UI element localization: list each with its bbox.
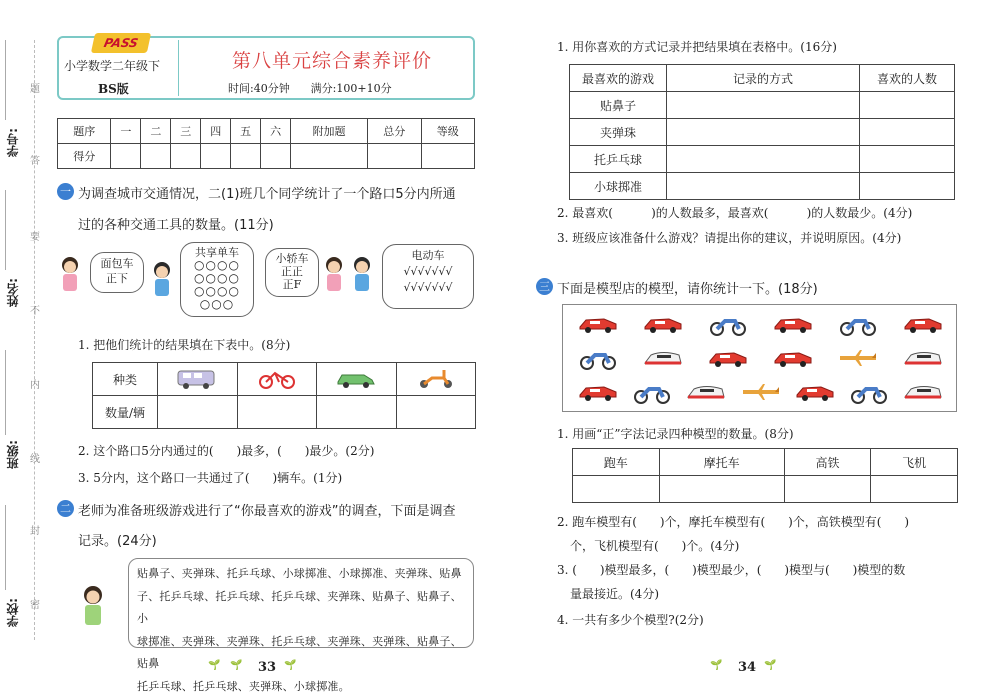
section-1-q1: 1. 把他们统计的结果填在下表中。(8分) — [78, 336, 290, 353]
answer-cell[interactable] — [158, 396, 238, 429]
seal-char: 线 — [30, 450, 40, 465]
van-icon — [175, 366, 219, 390]
car-cell — [317, 363, 397, 396]
scooter-icon — [414, 366, 458, 390]
section-2-q1: 1. 用你喜欢的方式记录并把结果填在表格中。(16分) — [557, 38, 837, 55]
score-cell[interactable] — [231, 144, 261, 169]
plane-model-icon — [838, 347, 878, 372]
section-3-q2: 个，飞机模型有( )个。(4分) — [570, 537, 739, 554]
section-1-q3: 3. 5分内，这个路口一共通过了( )辆车。(1分) — [78, 469, 342, 486]
page-number-right: 34 — [738, 660, 756, 675]
score-cell[interactable] — [111, 144, 141, 169]
bubble-bike-marks: ○○○○ ○○○○ ○○○○ ○○○ — [192, 259, 242, 311]
header-divider — [178, 40, 179, 96]
car-model-icon — [795, 381, 835, 406]
tally-line: 贴鼻子、夹弹珠、托乒乓球、小球掷准、小球掷准、夹弹珠、贴鼻 — [137, 563, 465, 586]
score-header: 三 — [171, 119, 201, 144]
dashed-seal-line — [34, 40, 35, 640]
section-3-q2: 2. 跑车模型有( )个，摩托车模型有( )个，高铁模型有( ) — [557, 513, 909, 530]
answer-cell[interactable] — [317, 396, 397, 429]
car-icon — [334, 366, 378, 390]
section-2-q2: 2. 最喜欢( )的人数最多，最喜欢( )的人数最少。(4分) — [557, 204, 912, 221]
class-label: 班级: — [4, 440, 21, 469]
score-header: 等级 — [421, 119, 474, 144]
bike-cell — [237, 363, 317, 396]
tally-cell[interactable] — [784, 476, 871, 503]
teacher-illustration — [78, 585, 108, 630]
school-label: 学校: — [4, 598, 21, 627]
moto-model-icon — [578, 347, 618, 374]
tally-record-box — [128, 558, 474, 648]
bubble-car-tally: 正F — [266, 278, 318, 291]
bike-icon — [255, 366, 299, 390]
record-cell[interactable] — [667, 92, 860, 119]
seal-char: 内 — [30, 376, 40, 391]
bubble-bus-tally: 正下 — [91, 271, 143, 286]
name-label: 姓名: — [4, 278, 21, 307]
score-cell[interactable] — [141, 144, 171, 169]
name-line — [5, 190, 6, 270]
boy-illustration — [348, 255, 376, 295]
game-header: 喜欢的人数 — [860, 65, 955, 92]
game-name: 夹弹珠 — [570, 119, 667, 146]
car-model-icon — [578, 313, 618, 338]
section-3-badge: 三 — [536, 278, 553, 295]
score-header: 附加题 — [291, 119, 368, 144]
record-cell[interactable] — [667, 173, 860, 200]
seal-char: 题 — [30, 80, 40, 95]
bubble-moto-title: 电动车 — [383, 248, 473, 264]
unit-title: 第八单元综合素养评价 — [232, 46, 432, 73]
game-header: 记录的方式 — [667, 65, 860, 92]
score-header: 二 — [141, 119, 171, 144]
answer-cell[interactable] — [396, 396, 476, 429]
record-cell[interactable] — [667, 146, 860, 173]
moto-model-icon — [632, 381, 672, 408]
traffic-row1-label: 种类 — [93, 363, 158, 396]
record-cell[interactable] — [667, 119, 860, 146]
boy-illustration — [148, 260, 176, 300]
van-cell — [158, 363, 238, 396]
bubble-car-title: 小轿车 — [266, 252, 318, 265]
section-3-q1: 1. 用画“正”字法记录四种模型的数量。(8分) — [557, 425, 794, 442]
score-cell[interactable] — [261, 144, 291, 169]
traffic-table — [92, 362, 476, 429]
count-header: 跑车 — [573, 449, 660, 476]
moto-model-icon — [838, 313, 878, 340]
count-header: 飞机 — [871, 449, 958, 476]
score-header: 五 — [231, 119, 261, 144]
sprout-icon: 🌱 — [208, 660, 220, 671]
bubble-car-tally: 正正 — [266, 265, 318, 278]
score-header: 题序 — [58, 119, 111, 144]
score-cell[interactable] — [421, 144, 474, 169]
seal-char: 答 — [30, 152, 40, 167]
score-header: 一 — [111, 119, 141, 144]
seal-char: 不 — [30, 302, 40, 317]
section-2-badge: 二 — [57, 500, 74, 517]
bubble-moto-marks: √√√√√√√ — [383, 264, 473, 280]
page-number-left: 33 — [258, 660, 276, 675]
section-2-text: 老师为准备班级游戏进行了“你最喜欢的游戏”的调查，下面是调查 — [78, 500, 455, 519]
tally-line: 球掷准、夹弹珠、夹弹珠、托乒乓球、夹弹珠、夹弹珠、贴鼻子、贴鼻 — [137, 631, 465, 676]
edition-label: BS版 — [98, 80, 129, 97]
tally-cell[interactable] — [573, 476, 660, 503]
sprout-icon: 🌱 — [764, 660, 776, 671]
sprout-icon: 🌱 — [710, 660, 722, 671]
car-model-icon — [903, 313, 943, 338]
section-1-q2: 2. 这个路口5分内通过的( )最多，( )最少。(2分) — [78, 442, 374, 459]
game-name: 托乒乓球 — [570, 146, 667, 173]
bubble-moto — [382, 244, 474, 309]
seal-char: 封 — [30, 522, 40, 537]
section-3-q4: 4. 一共有多少个模型?(2分) — [557, 611, 704, 628]
model-box — [562, 304, 957, 412]
score-table — [57, 118, 475, 169]
traffic-row2-label: 数量/辆 — [93, 396, 158, 429]
game-name: 贴鼻子 — [570, 92, 667, 119]
moto-model-icon — [708, 313, 748, 340]
plane-model-icon — [741, 381, 781, 406]
car-model-icon — [773, 313, 813, 338]
section-1-badge: 一 — [57, 183, 74, 200]
time-info: 时间:40分钟 满分:100+10分 — [228, 80, 392, 96]
sprout-icon: 🌱 — [230, 660, 242, 671]
section-3-q3: 3. ( )模型最多，( )模型最少，( )模型与( )模型的数 — [557, 561, 905, 578]
score-cell[interactable] — [291, 144, 368, 169]
car-model-icon — [708, 347, 748, 372]
car-model-icon — [578, 381, 618, 406]
train-model-icon — [903, 347, 943, 372]
game-table — [569, 64, 955, 200]
student-id-label: 学号: — [4, 128, 21, 157]
game-name: 小球掷准 — [570, 173, 667, 200]
sprout-icon: 🌱 — [284, 660, 296, 671]
seal-char: 要 — [30, 228, 40, 243]
count-cell[interactable] — [860, 92, 955, 119]
count-cell[interactable] — [860, 146, 955, 173]
section-1-text: 过的各种交通工具的数量。(11分) — [78, 214, 274, 233]
bubble-bike — [180, 242, 254, 317]
train-model-icon — [903, 381, 943, 406]
train-model-icon — [686, 381, 726, 406]
girl-illustration — [56, 255, 84, 295]
game-header: 最喜欢的游戏 — [570, 65, 667, 92]
score-header: 总分 — [368, 119, 421, 144]
grade-title: 小学数学二年级下 — [64, 57, 160, 74]
pass-logo: PASS — [91, 33, 151, 53]
car-model-icon — [773, 347, 813, 372]
scooter-cell — [396, 363, 476, 396]
score-cell[interactable] — [368, 144, 421, 169]
section-3-q3: 量最接近。(4分) — [570, 585, 659, 602]
moto-model-icon — [849, 381, 889, 408]
bubble-car — [265, 248, 319, 297]
school-line — [5, 505, 6, 590]
seal-char: 密 — [30, 596, 40, 611]
score-cell[interactable] — [171, 144, 201, 169]
section-3-text: 下面是模型店的模型，请你统计一下。(18分) — [557, 278, 818, 297]
section-1-text: 为调查城市交通情况，二(1)班几个同学统计了一个路口5分内所通 — [78, 183, 456, 202]
score-row-label: 得分 — [58, 144, 111, 169]
class-line — [5, 350, 6, 435]
score-header: 四 — [201, 119, 231, 144]
car-model-icon — [643, 313, 683, 338]
bubble-moto-marks: √√√√√√√ — [383, 280, 473, 296]
bubble-bus-title: 面包车 — [91, 256, 143, 271]
bubble-bus — [90, 252, 144, 293]
score-header: 六 — [261, 119, 291, 144]
tally-cell[interactable] — [871, 476, 958, 503]
count-cell[interactable] — [860, 119, 955, 146]
count-header: 摩托车 — [659, 449, 784, 476]
count-header: 高铁 — [784, 449, 871, 476]
section-2-q3: 3. 班级应该准备什么游戏？请提出你的建议，并说明原因。(4分) — [557, 229, 901, 246]
section-2-text: 记录。(24分) — [78, 530, 157, 549]
train-model-icon — [643, 347, 683, 372]
answer-cell[interactable] — [237, 396, 317, 429]
girl-illustration — [320, 255, 348, 295]
tally-line: 托乒乓球、托乒乓球、夹弹珠、小球掷准。 — [137, 676, 465, 698]
student-id-line — [5, 40, 6, 120]
tally-cell[interactable] — [659, 476, 784, 503]
score-cell[interactable] — [201, 144, 231, 169]
count-cell[interactable] — [860, 173, 955, 200]
tally-line: 子、托乒乓球、托乒乓球、托乒乓球、夹弹珠、贴鼻子、贴鼻子、小 — [137, 586, 465, 631]
model-count-table — [572, 448, 958, 503]
bubble-bike-title: 共享单车 — [181, 246, 253, 259]
